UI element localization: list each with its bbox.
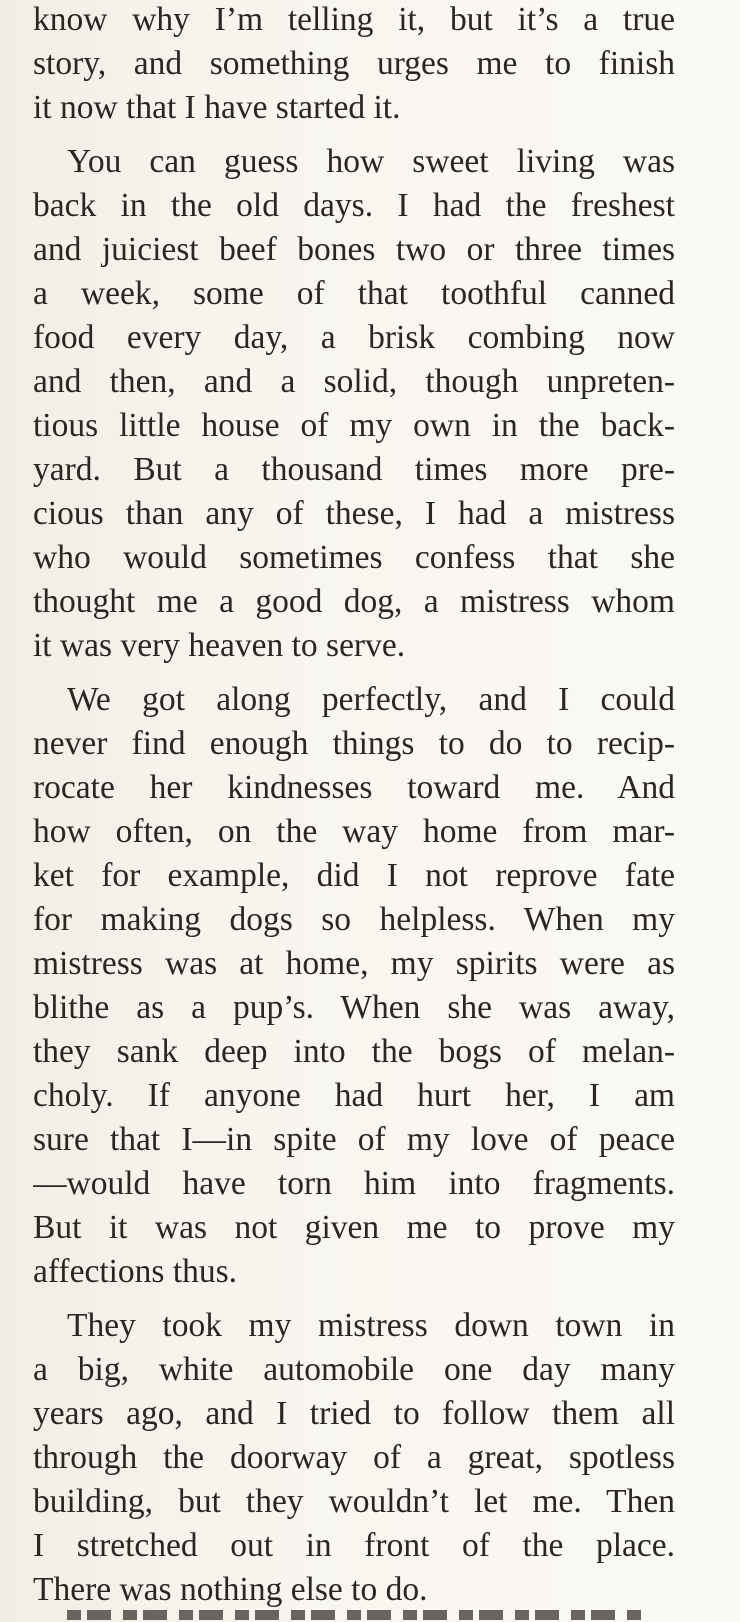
text-line: building, but they wouldn’t let me. Then xyxy=(33,1483,675,1520)
text-line: sure that I—in spite of my love of peace xyxy=(33,1121,675,1158)
text-line: it was very heaven to serve. xyxy=(33,627,406,664)
text-line: affections thus. xyxy=(33,1253,238,1290)
cropped-next-line xyxy=(33,1610,675,1622)
text-line: thought me a good dog, a mistress whom xyxy=(33,583,675,620)
text-column xyxy=(33,0,675,1612)
text-line: it now that I have started it. xyxy=(33,89,401,126)
text-line: food every day, a brisk combing now xyxy=(33,319,675,356)
text-line: But it was not given me to prove my xyxy=(33,1209,675,1246)
text-line: for making dogs so helpless. When my xyxy=(33,901,675,938)
text-line: story, and something urges me to finish xyxy=(33,45,675,82)
text-line: choly. If anyone had hurt her, I am xyxy=(33,1077,675,1114)
text-line: tious little house of my own in the back- xyxy=(33,407,675,444)
text-line: —would have torn him into fragments. xyxy=(33,1165,675,1202)
text-line: and then, and a solid, though unpreten- xyxy=(33,363,675,400)
text-line: mistress was at home, my spirits were as xyxy=(33,945,675,982)
text-line: I stretched out in front of the place. xyxy=(33,1527,675,1564)
text-line: They took my mistress down town in xyxy=(67,1307,675,1344)
text-line: they sank deep into the bogs of melan- xyxy=(33,1033,675,1070)
text-line: know why I’m telling it, but it’s a true xyxy=(33,1,675,38)
text-line: There was nothing else to do. xyxy=(33,1571,428,1608)
text-line: blithe as a pup’s. When she was away, xyxy=(33,989,675,1026)
paragraph-2 xyxy=(33,140,675,668)
paragraph-1 xyxy=(33,0,675,130)
text-line: cious than any of these, I had a mistress xyxy=(33,495,675,532)
text-line: a big, white automobile one day many xyxy=(33,1351,675,1388)
text-line: through the doorway of a great, spotless xyxy=(33,1439,675,1476)
text-line: You can guess how sweet living was xyxy=(67,143,675,180)
text-line: a week, some of that toothful canned xyxy=(33,275,675,312)
text-line: back in the old days. I had the freshest xyxy=(33,187,675,224)
paragraph-3 xyxy=(33,678,675,1294)
text-line: never find enough things to do to recip- xyxy=(33,725,675,762)
text-line: how often, on the way home from mar- xyxy=(33,813,675,850)
text-line: rocate her kindnesses toward me. And xyxy=(33,769,675,806)
paragraph-4 xyxy=(33,1304,675,1612)
text-line: who would sometimes confess that she xyxy=(33,539,675,576)
cropped-text-fragment xyxy=(67,1610,647,1620)
text-line: yard. But a thousand times more pre- xyxy=(33,451,675,488)
text-line: years ago, and I tried to follow them all xyxy=(33,1395,675,1432)
text-line: We got along perfectly, and I could xyxy=(67,681,675,718)
text-line: ket for example, did I not reprove fate xyxy=(33,857,675,894)
text-line: and juiciest beef bones two or three times xyxy=(33,231,675,268)
